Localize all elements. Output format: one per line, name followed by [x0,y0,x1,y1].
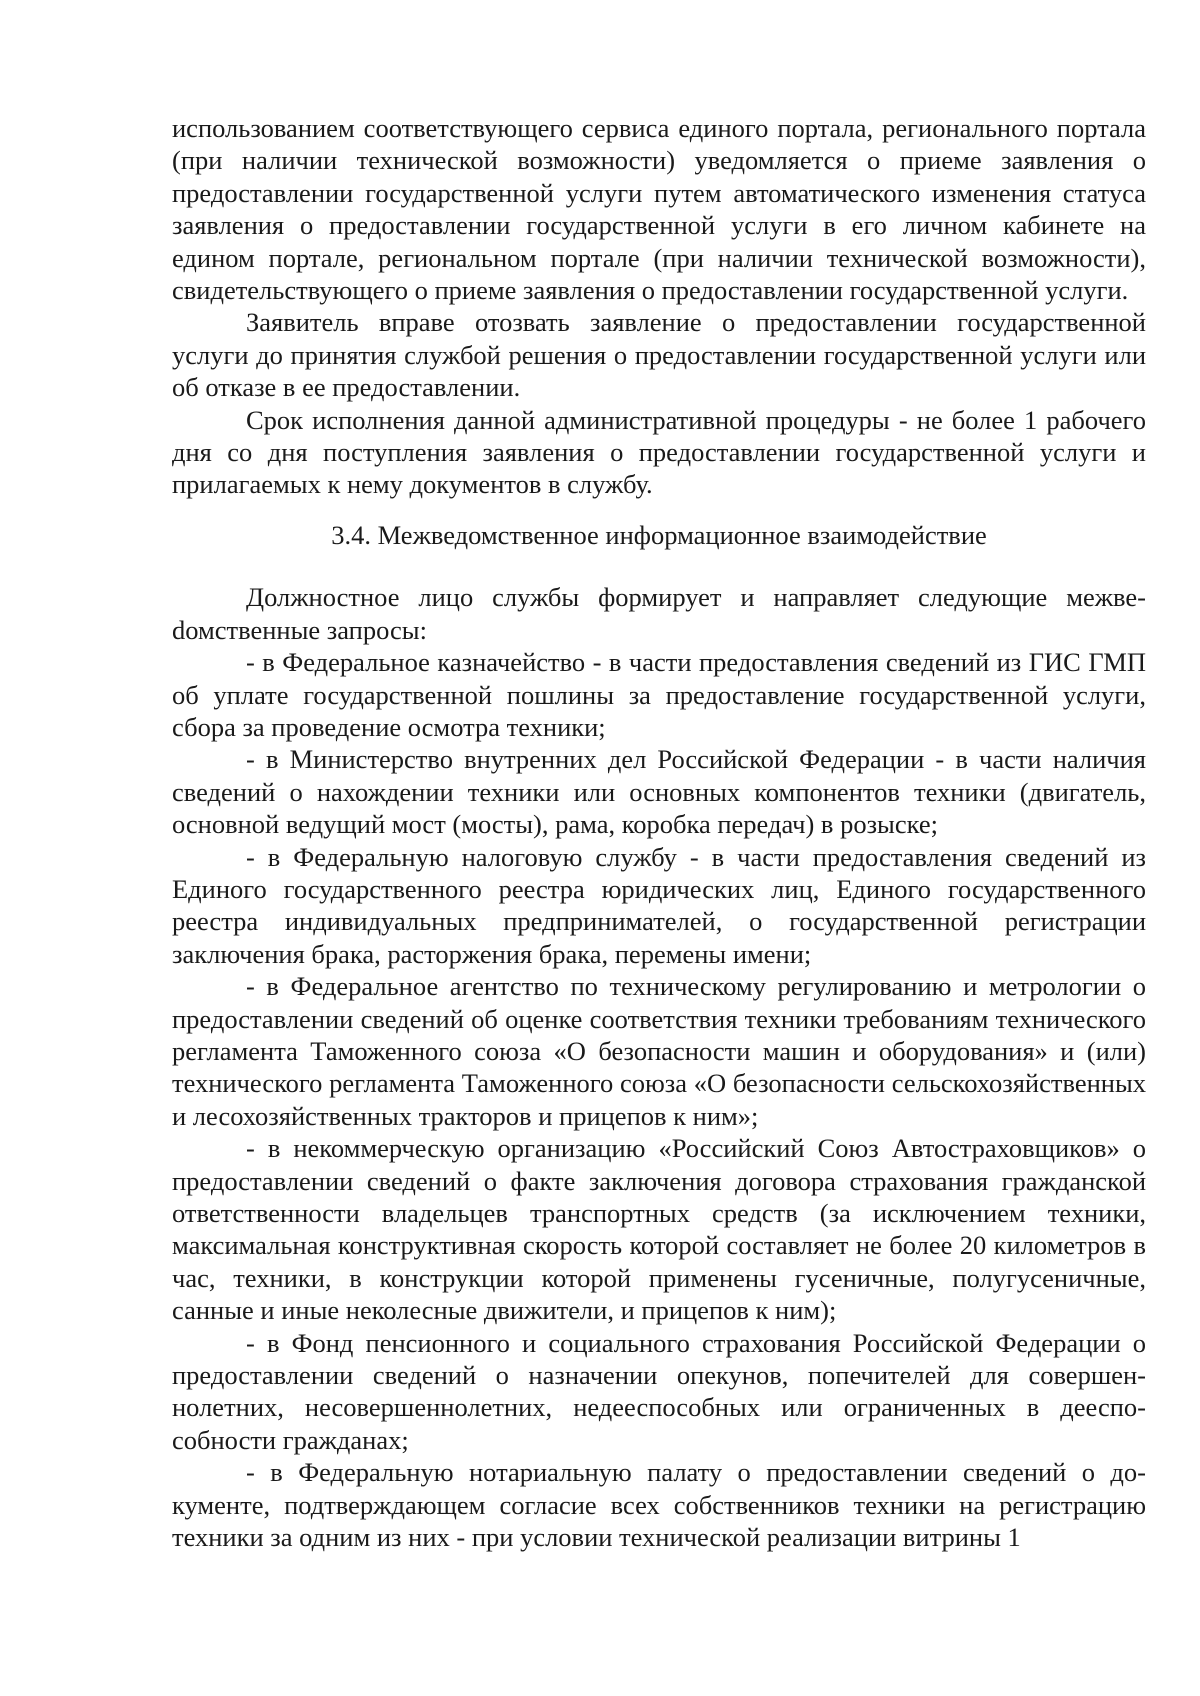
paragraph-withdrawal: Заявитель вправе отозвать заявление о предоставлении государственной услуги до принятия службой решения о предоставлении государственной услуги или об отказе в ее предоставлении. [172,307,1146,403]
list-item-treasury: - в Федеральное казначейство - в части предоставления сведений из ГИС ГМП об уплате государственной пошлины за предоставление государственной услуги, сбора за проведение осмотра техники; [172,647,1146,742]
section-heading: 3.4. Межведомственное информационное взаимодействие [331,519,987,550]
list-item-insurers-union: - в некоммерческую организацию «Российский Союз Автостраховщиков» о предоставлении сведений о факте заключения договора страхования гражданской ответственности владельцев транспортных средств (за исключением техники, максимальная конструктивная скорость которой составляет не более 20 километров в час, техники, в конструкции которой применены гусеничные, полугусеничные, санные и иные неколесные движители, и прицепов к ним); [172,1133,1146,1326]
list-item-notary-chamber: - в Федеральную нотариальную палату о предоставлении сведений о документе, подтверждающем согласие всех собственников техники на регистрацию техники за одним из них - при условии технической реализации витрины 1 [172,1457,1146,1553]
paragraph-requests-intro: Должностное лицо службы формирует и направляет следующие межвеdомственные запросы: [172,582,1146,645]
list-item-standards-agency: - в Федеральное агентство по техническому регулированию и метрологии о предоставлении сведений об оценке соответствия техники требованиям технического регламента Таможенного союза «О безопасности машин и оборудования» и (или) технического регламента Таможенного союза «О безопасности сельскохозяйственных и лесохозяйственных тракторов и прицепов к ним»; [172,971,1146,1131]
list-item-pension-fund: - в Фонд пенсионного и социального страхования Российской Федерации о предоставлении сведений о назначении опекунов, попечителей для совершеннолетних, несовершеннолетних, недееспособных или ограниченных в дееспособности гражданах; [172,1327,1146,1455]
paragraph-deadline: Срок исполнения данной административной процедуры - не более 1 рабочего дня со дня поступления заявления о предоставлении государственной услуги и прилагаемых к нему документов в службу. [172,404,1146,500]
document-body [172,112,1146,1553]
list-item-tax-service: - в Федеральную налоговую службу - в части предоставления сведений из Единого государственного реестра юридических лиц, Единого государственного реестра индивидуальных предпринимателей, о государственной регистрации заключения брака, расторжения брака, перемены имени; [172,841,1146,969]
paragraph-continued: использованием соответствующего сервиса единого портала, регионального портала (при наличии технической возможности) уведомляется о приеме заявления о предоставлении государственной услуги путем автоматического изменения статуса заявления о предоставлении государственной услуги в его личном кабинете на едином портале, региональном портале (при наличии технической возможности), свидетельствующего о приеме заявления о предоставлении государственной услуги. [172,113,1146,306]
list-item-interior-ministry: - в Министерство внутренних дел Российской Федерации - в части наличия сведений о нахождении техники или основных компонентов техники (двигатель, основной ведущий мост (мосты), рама, коробка передач) в розыске; [172,744,1146,840]
